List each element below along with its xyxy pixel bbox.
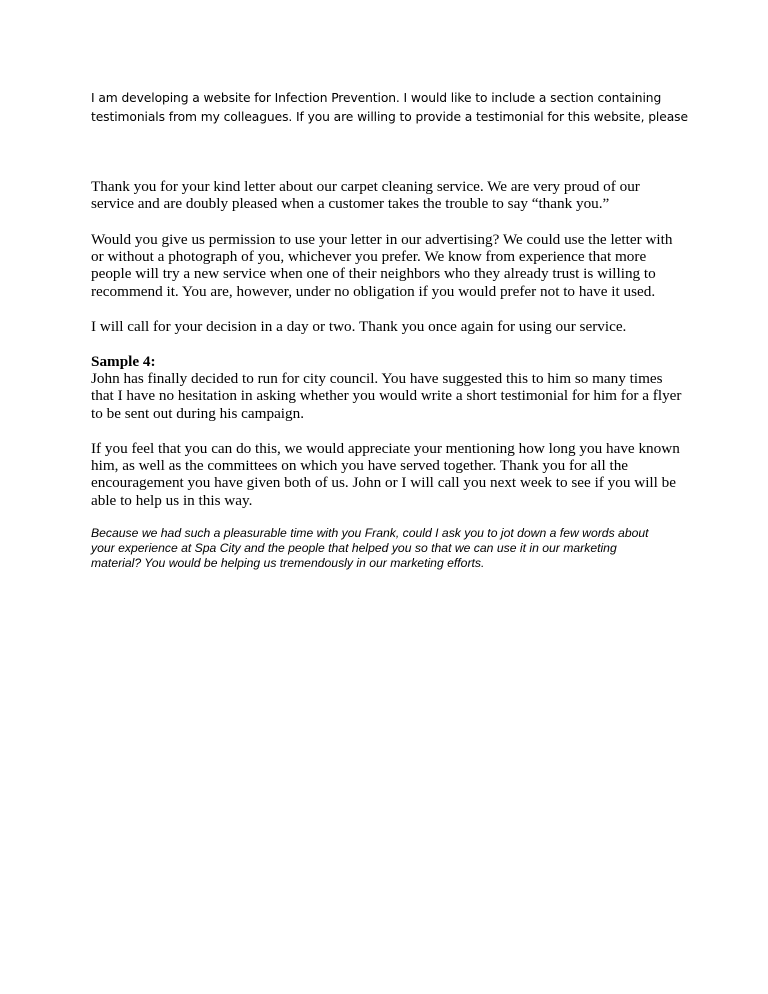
text-line: him, as well as the committees on which you have served together. Thank you for all the: [91, 457, 629, 475]
text-line: Thank you for your kind letter about our carpet cleaning service. We are very proud of our: [91, 178, 640, 195]
text-line: service and are doubly pleased when a customer takes the trouble to say “thank you.”: [91, 195, 610, 213]
intro-line: I am developing a website for Infection Prevention. I would like to include a section containing: [91, 91, 662, 105]
intro-line: testimonials from my colleagues. If you are willing to provide a testimonial for this website, please: [91, 110, 688, 124]
sample-heading: Sample 4:: [91, 353, 156, 370]
sample-4-section: [91, 353, 691, 422]
text-line: that I have no hesitation in asking whether you would write a short testimonial for him for a flyer: [91, 387, 682, 405]
text-line: John has finally decided to run for city council. You have suggested this to him so many times: [91, 370, 663, 388]
italic-note-paragraph: [91, 526, 711, 571]
letter-paragraph-closing: [91, 318, 691, 335]
note-line: Because we had such a pleasurable time with you Frank, could I ask you to jot down a few words about: [91, 526, 649, 540]
text-line: recommend it. You are, however, under no obligation if you would prefer not to have it used.: [91, 282, 656, 300]
intro-paragraph: [91, 89, 691, 127]
letter-paragraph-thanks: [91, 178, 691, 212]
text-line: able to help us in this way.: [91, 491, 253, 509]
note-line: material? You would be helping us tremendously in our marketing efforts.: [91, 556, 485, 571]
text-line: If you feel that you can do this, we would appreciate your mentioning how long you have known: [91, 440, 680, 457]
text-line: Would you give us permission to use your letter in our advertising? We could use the letter with: [91, 231, 673, 248]
text-line: to be sent out during his campaign.: [91, 404, 305, 422]
text-line: or without a photograph of you, whichever you prefer. We know from experience that more: [91, 248, 647, 266]
text-line: people will try a new service when one of their neighbors who they already trust is willing to: [91, 265, 656, 283]
note-line: your experience at Spa City and the people that helped you so that we can use it in our marketing: [91, 541, 617, 556]
text-line: encouragement you have given both of us. John or I will call you next week to see if you will be: [91, 474, 676, 492]
sample-4-paragraph-request: [91, 440, 691, 509]
text-line: I will call for your decision in a day or two. Thank you once again for using our service.: [91, 318, 627, 335]
letter-paragraph-permission: [91, 231, 691, 300]
